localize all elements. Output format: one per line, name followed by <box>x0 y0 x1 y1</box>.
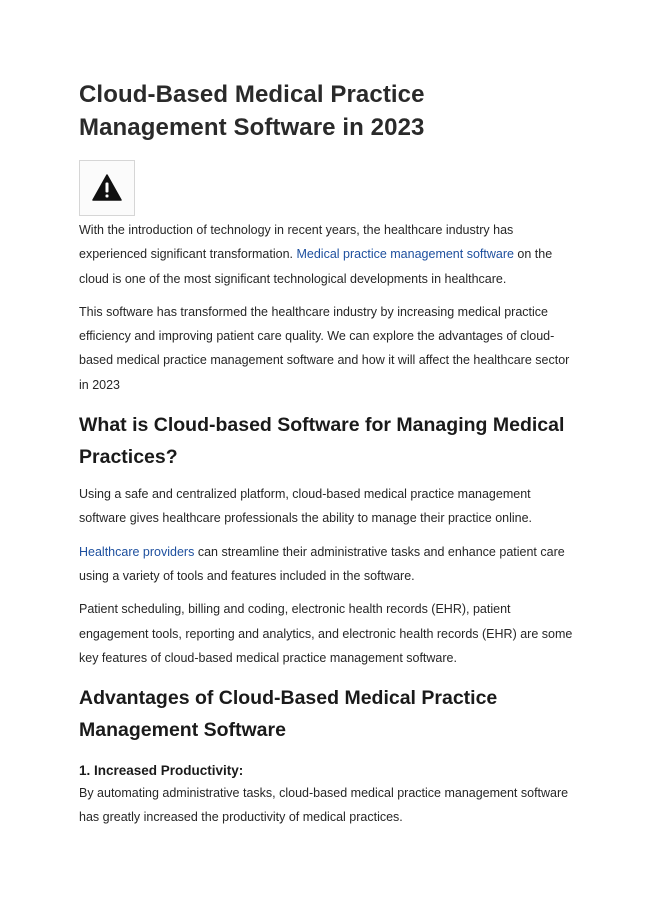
warning-triangle-icon <box>92 174 122 202</box>
healthcare-providers-link[interactable]: Healthcare providers <box>79 544 195 559</box>
section-heading-advantages: Advantages of Cloud-Based Medical Practice Management Software <box>79 687 498 742</box>
intro-paragraph-1 <box>79 218 579 291</box>
section1-paragraph-3: Patient scheduling, billing and coding, electronic health records (EHR), patient engagement tools, reporting and analytics, and electronic health records (EHR) are some key features of cloud-based medical practice management software. <box>79 602 573 665</box>
broken-image-placeholder <box>79 160 135 216</box>
article <box>79 78 579 830</box>
increased-productivity-paragraph: By automating administrative tasks, cloud-based medical practice management software has greatly increased the productivity of medical practices. <box>79 786 569 825</box>
medical-practice-software-link[interactable]: Medical practice management software <box>296 247 514 262</box>
section-heading-what-is: What is Cloud-based Software for Managing Medical Practices? <box>79 414 565 469</box>
section1-paragraph-2-text: can streamline their administrative tasks and enhance patient care using a variety of tools and features included in the software. <box>79 544 565 583</box>
page-title: Cloud-Based Medical Practice Management Software in 2023 <box>79 81 425 141</box>
intro-text-start: With the introduction of technology in recent years, the healthcare industry has experienced significant transformation. <box>79 223 514 262</box>
intro-paragraph-2: This software has transformed the healthcare industry by increasing medical practice efficiency and improving patient care quality. We can explore the advantages of cloud-based medical practice management software and how it will affect the healthcare sector in 2023 <box>79 304 570 392</box>
section1-paragraph-2 <box>79 540 579 589</box>
section1-paragraph-1: Using a safe and centralized platform, cloud-based medical practice management software gives healthcare professionals the ability to manage their practice online. <box>79 487 533 526</box>
subheading-increased-productivity: 1. Increased Productivity: <box>79 763 244 779</box>
intro-text-end: on the cloud is one of the most significant technological developments in healthcare. <box>79 247 553 286</box>
